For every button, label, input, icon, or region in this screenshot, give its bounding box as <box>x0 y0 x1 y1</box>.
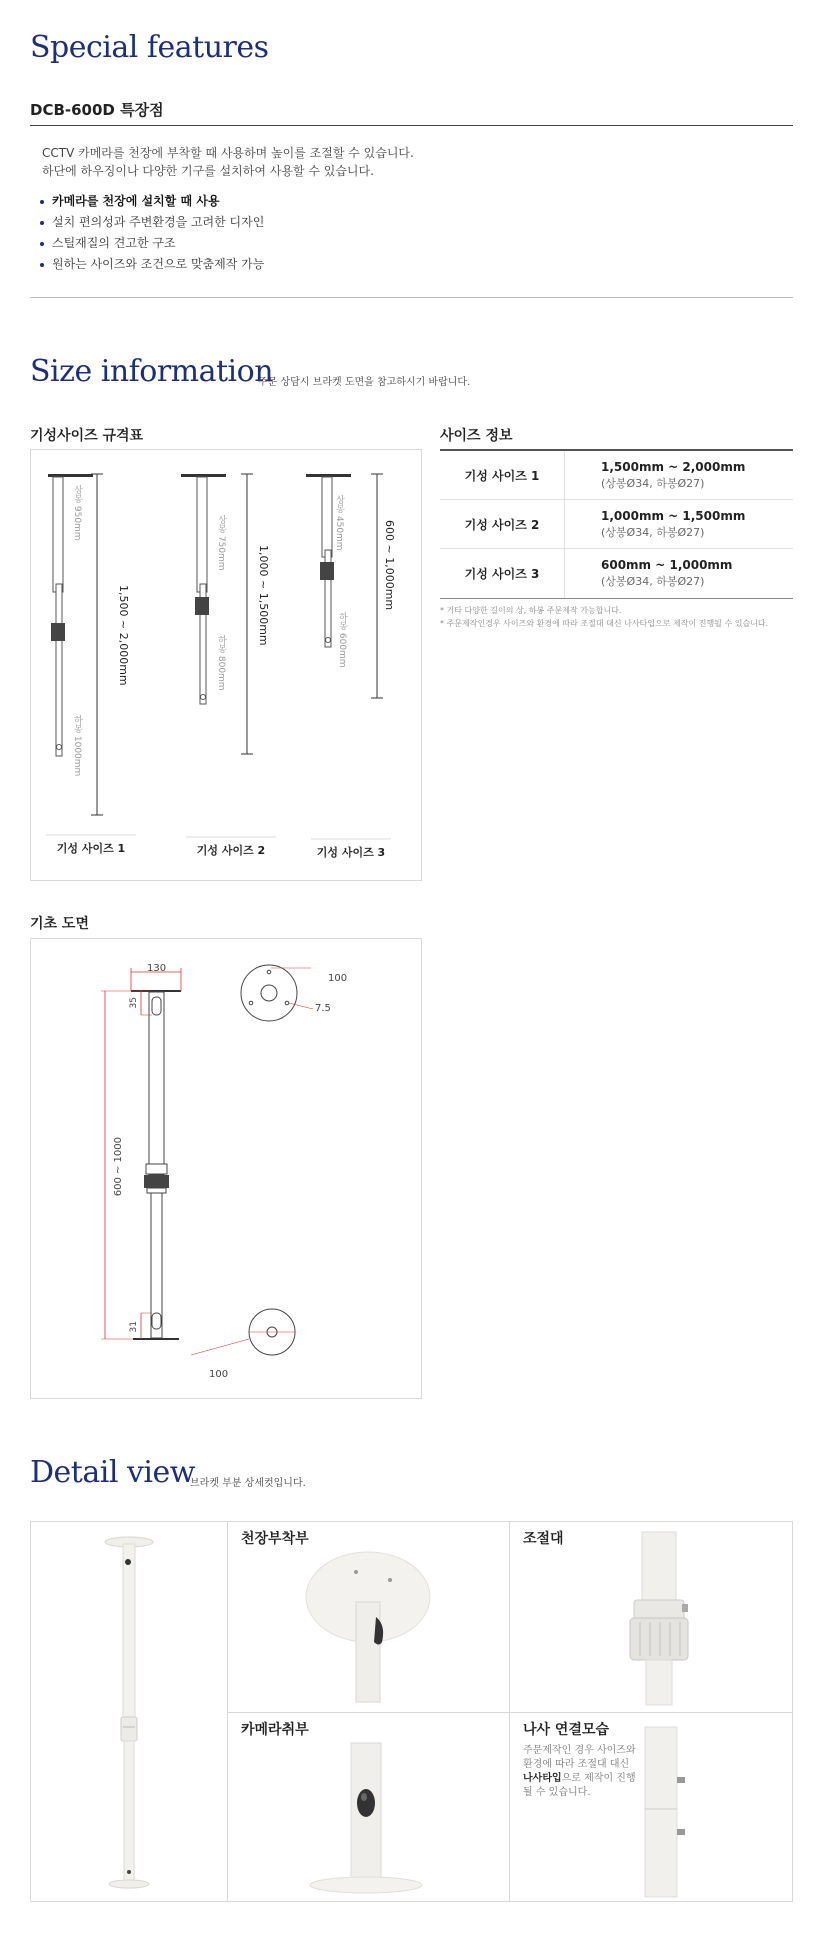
d1-upper-label: 상봉 950mm <box>72 485 82 541</box>
spec-heading: 기성사이즈 규격표 <box>30 428 144 444</box>
size-note-1: * 기타 다양한 길이의 상, 하봉 주문제작 가능합니다. <box>440 606 622 615</box>
screw-desc-line: 될 수 있습니다. <box>523 1787 591 1798</box>
size-detail: (상봉Ø34, 하봉Ø27) <box>601 575 705 588</box>
size-name: 기성 사이즈 3 <box>440 549 565 598</box>
intro-line-2: 하단에 하우징이나 다양한 기구를 설치하여 사용할 수 있습니다. <box>42 164 374 178</box>
size-name: 기성 사이즈 2 <box>440 500 565 548</box>
d2-range-label: 1,000 ~ 1,500mm <box>257 545 270 646</box>
base-drawing-svg <box>31 939 423 1400</box>
detail-subtitle: 브라켓 부분 상세컷입니다. <box>190 1478 306 1489</box>
base-drawing <box>30 938 422 1399</box>
size-detail: (상봉Ø34, 하봉Ø27) <box>601 476 705 490</box>
size-subtitle: 주문 상담시 브라켓 도면을 참고하시기 바랍니다. <box>258 377 471 388</box>
detail-view-title: Detail view <box>30 1455 195 1490</box>
size-detail: (상봉Ø34, 하봉Ø27) <box>601 525 705 539</box>
d3-upper-label: 상봉 450mm <box>334 495 344 551</box>
model-heading: DCB-600D 특장점 <box>30 101 164 119</box>
caption-size-1: 기성 사이즈 1 <box>56 842 126 855</box>
size-spec-diagram <box>30 449 422 881</box>
dim-top-width: 130 <box>147 963 167 974</box>
caption-size-3: 기성 사이즈 3 <box>316 846 386 859</box>
full-bracket-photo <box>31 1522 227 1901</box>
table-row <box>440 500 793 549</box>
size-range: 600mm ~ 1,000mm <box>601 558 733 572</box>
divider <box>30 297 793 298</box>
camera-mount-photo <box>228 1713 509 1901</box>
d3-range-label: 600 ~ 1,000mm <box>383 520 396 611</box>
feature-item: 카메라를 천장에 설치할 때 사용 <box>30 191 630 212</box>
base-heading: 기초 도면 <box>30 916 89 932</box>
size-table <box>440 449 793 599</box>
dim-bottom-width: 100 <box>209 1369 229 1380</box>
info-heading: 사이즈 정보 <box>440 428 513 444</box>
cell-title-ceiling: 천장부착부 <box>241 1531 309 1547</box>
ceiling-mount-photo <box>228 1522 509 1712</box>
d2-lower-label: 하봉 800mm <box>216 635 226 691</box>
d1-lower-label: 하봉 1000mm <box>72 715 82 777</box>
d1-range-label: 1,500 ~ 2,000mm <box>117 585 130 686</box>
dim-bottom-offset: 31 <box>129 1321 139 1333</box>
screw-connection-photo <box>510 1713 794 1901</box>
size-range: 1,000mm ~ 1,500mm <box>601 508 746 523</box>
detail-grid <box>30 1521 793 1902</box>
screw-desc-line: 주문제작인 경우 사이즈와 <box>523 1745 636 1756</box>
d2-upper-label: 상봉 750mm <box>216 515 226 571</box>
d3-lower-label: 하봉 600mm <box>337 612 347 668</box>
dim-height-range: 600 ~ 1000 <box>113 1137 124 1197</box>
dim-plate-dia: 100 <box>328 973 348 984</box>
size-note-2: * 주문제작인경우 사이즈와 환경에 따라 조절대 대신 나사타입으로 제작이 진행될 수 있습니다. <box>440 619 769 628</box>
feature-item: 설치 편의성과 주변환경을 고려한 디자인 <box>30 212 630 233</box>
screw-desc-rest: 으로 제작이 진행 <box>561 1773 636 1784</box>
feature-list <box>30 191 630 275</box>
intro-line-1: CCTV 카메라를 천장에 부착할 때 사용하며 높이를 조절할 수 있습니다. <box>42 146 414 160</box>
size-range: 1,500mm ~ 2,000mm <box>601 459 746 474</box>
screw-desc-bold: 나사타입 <box>523 1773 562 1784</box>
size-information-title: Size information <box>30 354 274 389</box>
special-features-title: Special features <box>30 30 269 65</box>
cell-title-camera: 카메라취부 <box>241 1722 309 1738</box>
adjuster-photo <box>510 1522 794 1712</box>
table-row <box>440 549 793 598</box>
dim-top-offset: 35 <box>129 997 139 1009</box>
size-name: 기성 사이즈 1 <box>440 451 565 499</box>
cell-title-screw: 나사 연결모습 <box>523 1722 610 1738</box>
screw-desc-line: 환경에 따라 조절대 대신 <box>523 1759 630 1770</box>
feature-item: 원하는 사이즈와 조건으로 맞춤제작 가능 <box>30 254 630 275</box>
divider <box>30 125 793 126</box>
dim-hole: 7.5 <box>315 1003 331 1014</box>
caption-size-2: 기성 사이즈 2 <box>196 844 266 857</box>
feature-item: 스틸재질의 견고한 구조 <box>30 233 630 254</box>
cell-title-adjuster: 조절대 <box>523 1531 564 1547</box>
table-row <box>440 451 793 500</box>
